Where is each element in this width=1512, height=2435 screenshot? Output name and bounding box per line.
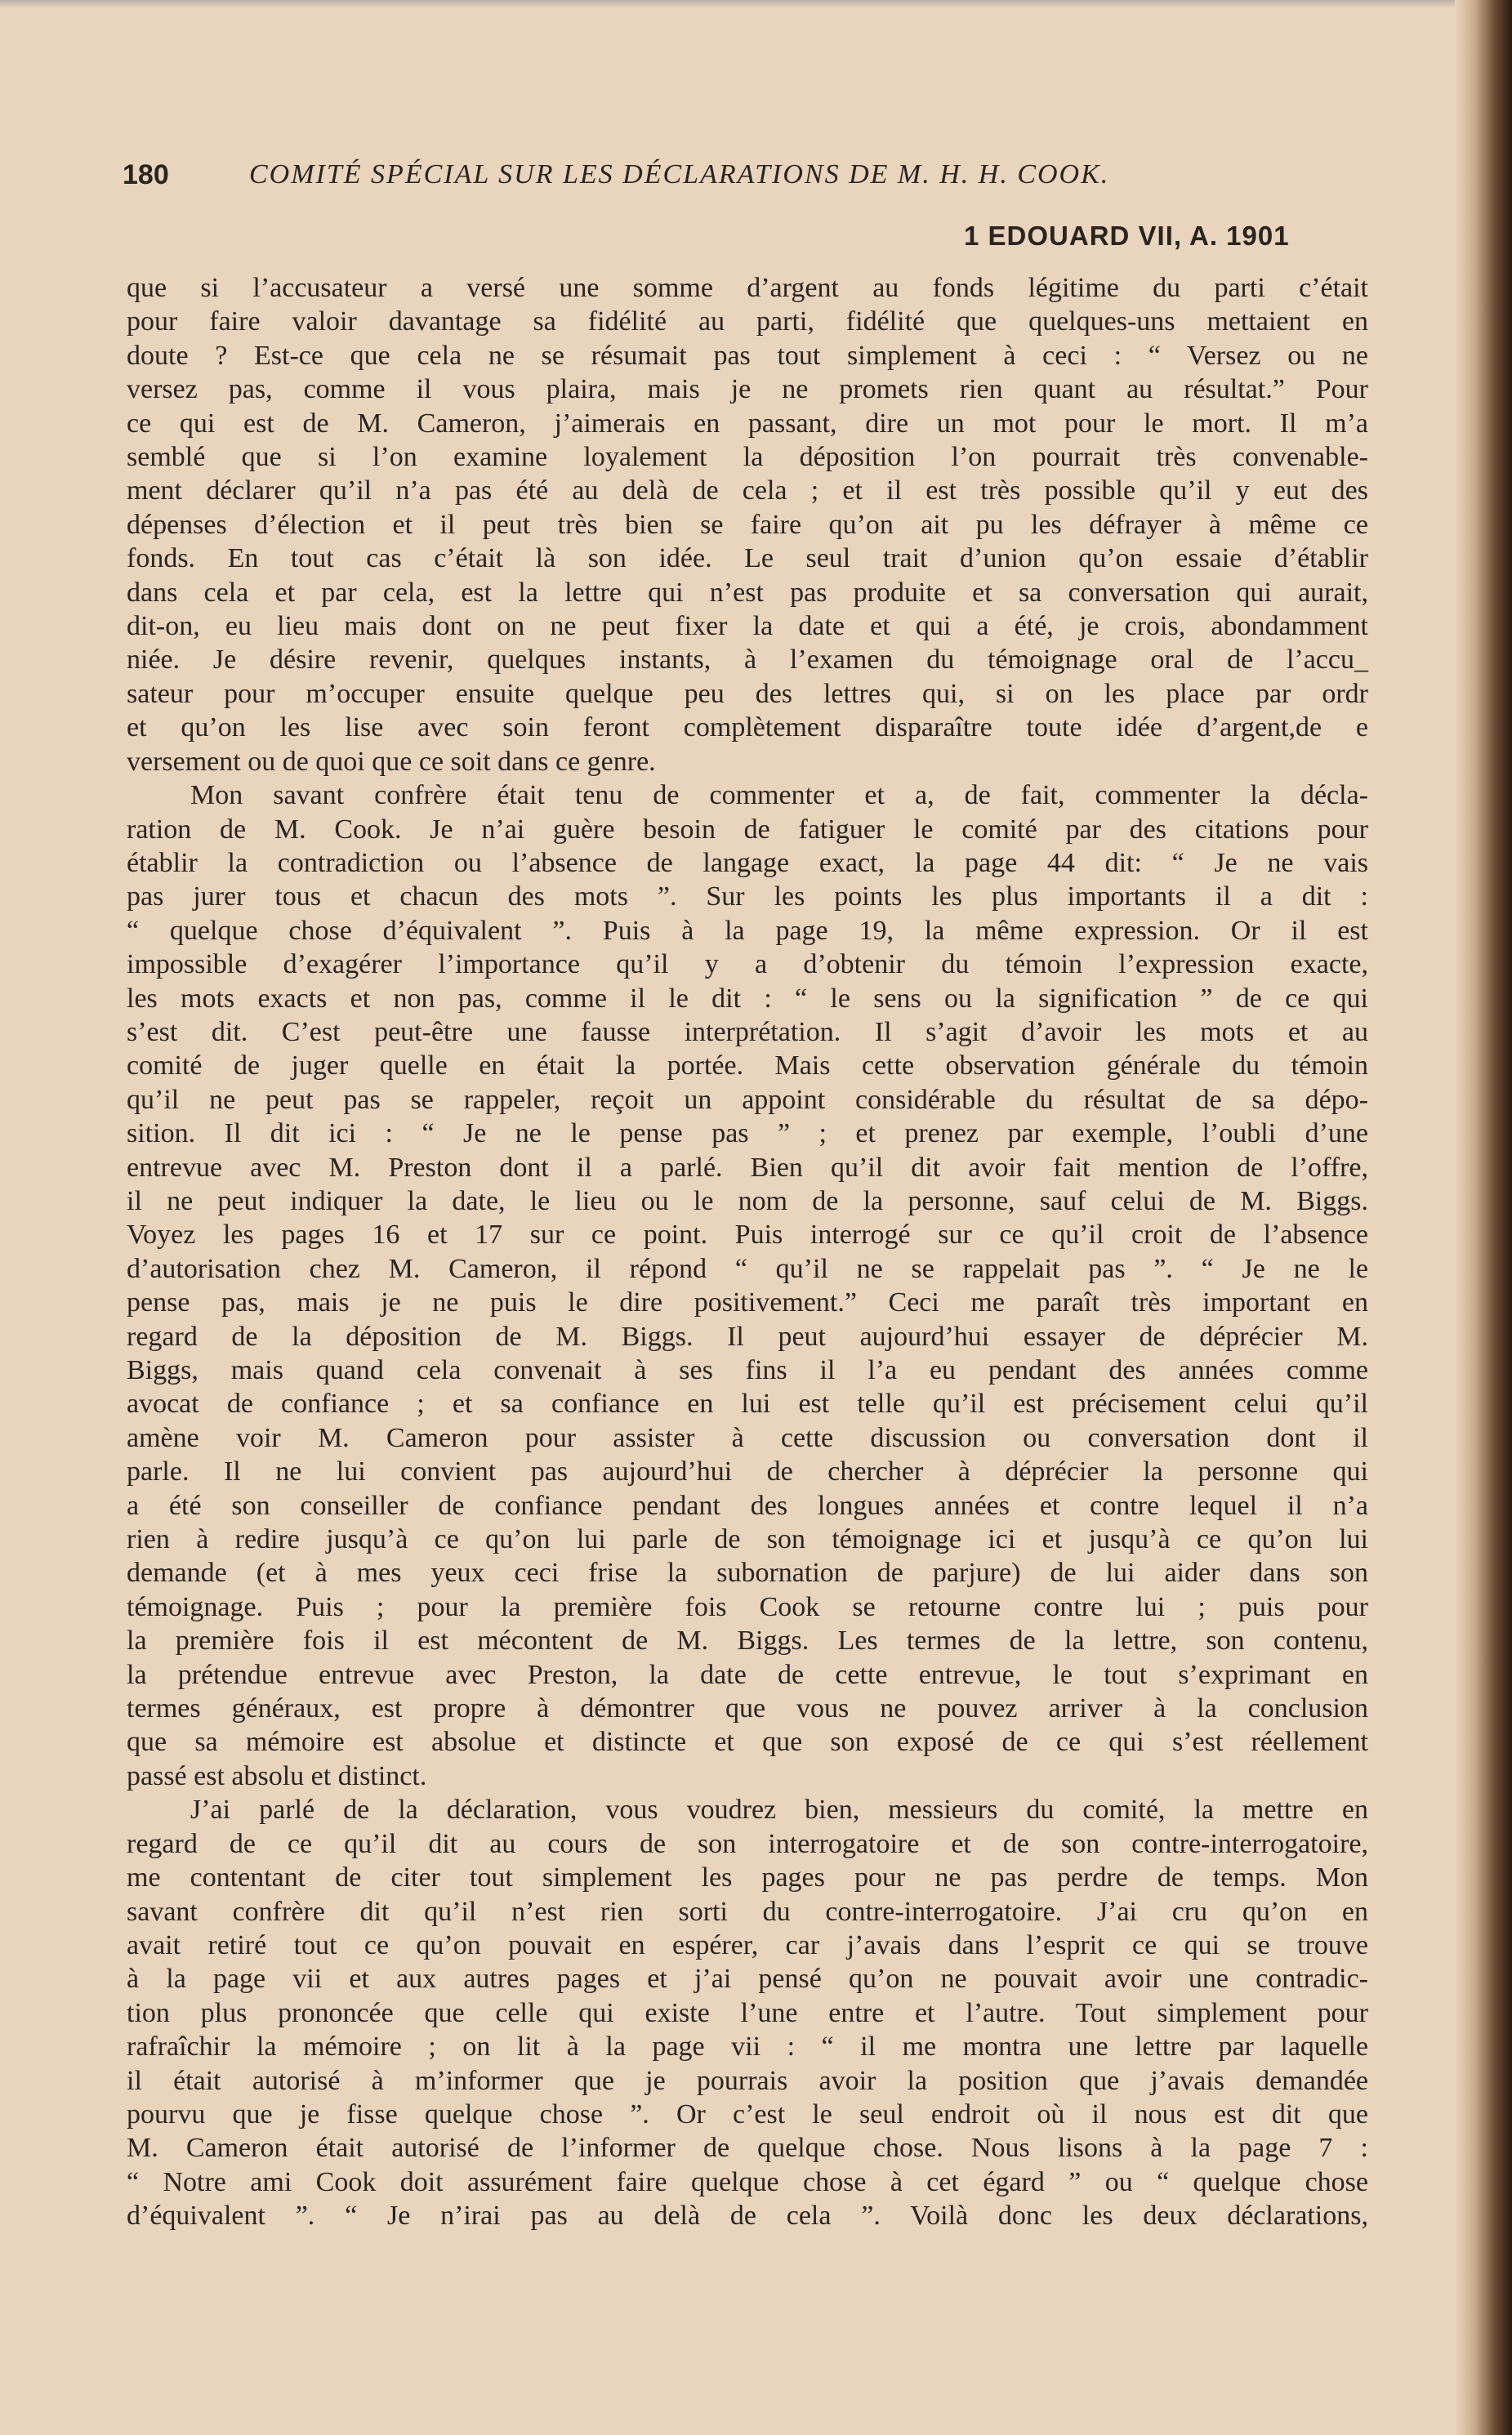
text-line: avait retiré tout ce qu’on pouvait en espérer, car j’avais dans l’esprit ce qui se trouve — [127, 1929, 1368, 1960]
text-line: Voyez les pages 16 et 17 sur ce point. Puis interrogé sur ce qu’il croit de l’absence — [127, 1220, 1368, 1251]
text-line: établir la contradiction ou l’absence de langage exact, la page 44 dit: “ Je ne vais — [127, 847, 1368, 878]
text-line: dépenses d’élection et il peut très bien se faire qu’on ait pu les défrayer à même ce — [127, 509, 1368, 540]
page-top-edge — [0, 0, 1462, 8]
text-line: Mon savant confrère était tenu de commenter et a, de fait, commenter la décla- — [190, 780, 1368, 811]
text-line: termes généraux, est propre à démontrer que vous ne pouvez arriver à la conclusion — [127, 1693, 1368, 1724]
text-line: d’autorisation chez M. Cameron, il répond “ qu’il ne se rappelait pas ”. “ Je ne le — [127, 1253, 1368, 1284]
session-label: 1 EDOUARD VII, A. 1901 — [964, 221, 1290, 251]
text-line: versez pas, comme il vous plaira, mais je ne promets rien quant au résultat.” Pour — [127, 374, 1368, 405]
book-binding-shadow — [1455, 0, 1512, 2435]
text-line: il était autorisé à m’informer que je pourrais avoir la position que j’avais demandée — [127, 2065, 1368, 2096]
text-line: pour faire valoir davantage sa fidélité au parti, fidélité que quelques-uns mettaient en — [127, 306, 1368, 337]
text-line: niée. Je désire revenir, quelques instants, à l’examen du témoignage oral de l’accu_ — [127, 644, 1368, 676]
text-line: avocat de confiance ; et sa confiance en lui est telle qu’il est précisement celui qu’il — [127, 1389, 1368, 1420]
text-line: s’est dit. C’est peut-être une fausse interprétation. Il s’agit d’avoir les mots et au — [127, 1016, 1368, 1047]
text-line: fonds. En tout cas c’était là son idée. Le seul trait d’union qu’on essaie d’établir — [127, 543, 1368, 574]
text-line: semblé que si l’on examine loyalement la déposition l’on pourrait très convenable- — [127, 442, 1368, 473]
text-line: “ Notre ami Cook doit assurément faire quelque chose à cet égard ” ou “ quelque chose — [127, 2166, 1368, 2197]
text-line: M. Cameron était autorisé de l’informer de quelque chose. Nous lisons à la page 7 : — [127, 2133, 1368, 2164]
text-line: dans cela et par cela, est la lettre qui n’est pas produite et sa conversation qui aurait, — [127, 577, 1368, 608]
text-line: sateur pour m’occuper ensuite quelque peu des lettres qui, si on les place par ordr — [127, 678, 1368, 709]
text-line: Biggs, mais quand cela convenait à ses fins il l’a eu pendant des années comme — [127, 1355, 1368, 1385]
page-number: 180 — [123, 159, 169, 190]
text-line: me contentant de citer tout simplement les pages pour ne pas perdre de temps. Mon — [127, 1862, 1368, 1893]
text-line: pas jurer tous et chacun des mots ”. Sur les points les plus importants il a dit : — [127, 881, 1368, 912]
text-line: savant confrère dit qu’il n’est rien sorti du contre-interrogatoire. J’ai cru qu’on en — [127, 1896, 1368, 1927]
text-line: J’ai parlé de la déclaration, vous voudrez bien, messieurs du comité, la mettre en — [190, 1795, 1368, 1826]
text-line: rafraîchir la mémoire ; on lit à la page vii : “ il me montra une lettre par laquelle — [127, 2031, 1368, 2063]
text-line: amène voir M. Cameron pour assister à cette discussion ou conversation dont il — [127, 1422, 1368, 1453]
text-line: qu’il ne peut pas se rappeler, reçoit un appoint considérable du résultat de sa dépo- — [127, 1084, 1368, 1115]
text-line: et qu’on les lise avec soin feront complètement disparaître toute idée d’argent,de e — [127, 712, 1368, 743]
text-line: passé est absolu et distinct. — [127, 1760, 427, 1791]
text-line: pense pas, mais je ne puis le dire positivement.” Ceci me paraît très important en — [127, 1287, 1368, 1318]
text-line: que si l’accusateur a versé une somme d’argent au fonds légitime du parti c’était — [127, 273, 1368, 303]
text-line: a été son conseiller de confiance pendant des longues années et contre lequel il n’a — [127, 1490, 1368, 1521]
text-line: regard de ce qu’il dit au cours de son interrogatoire et de son contre-interrogatoire, — [127, 1828, 1368, 1859]
text-line: dit-on, eu lieu mais dont on ne peut fixer la date et qui a été, je crois, abondamment — [127, 611, 1368, 642]
text-line: versement ou de quoi que ce soit dans ce genre. — [127, 746, 656, 777]
text-line: regard de la déposition de M. Biggs. Il peut aujourd’hui essayer de déprécier M. — [127, 1321, 1368, 1352]
text-line: doute ? Est-ce que cela ne se résumait pas tout simplement à ceci : “ Versez ou ne — [127, 340, 1368, 371]
text-line: parle. Il ne lui convient pas aujourd’hui de chercher à déprécier la personne qui — [127, 1456, 1368, 1487]
text-line: “ quelque chose d’équivalent ”. Puis à la page 19, la même expression. Or il est — [127, 915, 1368, 946]
running-title: COMITÉ SPÉCIAL SUR LES DÉCLARATIONS DE M. H. H. COOK. — [249, 159, 1110, 190]
text-line: la première fois il est mécontent de M. Biggs. Les termes de la lettre, son contenu, — [127, 1626, 1368, 1657]
text-line: entrevue avec M. Preston dont il a parlé. Bien qu’il dit avoir fait mention de l’offre, — [127, 1152, 1368, 1183]
text-line: pourvu que je fisse quelque chose ”. Or c’est le seul endroit où il nous est dit que — [127, 2098, 1368, 2130]
text-line: ration de M. Cook. Je n’ai guère besoin de fatiguer le comité par des citations pour — [127, 814, 1368, 845]
text-line: à la page vii et aux autres pages et j’ai pensé qu’on ne pouvait avoir une contradic- — [127, 1964, 1368, 1995]
text-line: témoignage. Puis ; pour la première fois Cook se retourne contre lui ; puis pour — [127, 1591, 1368, 1622]
text-line: la prétendue entrevue avec Preston, la date de cette entrevue, le tout s’exprimant en — [127, 1659, 1368, 1690]
text-line: impossible d’exagérer l’importance qu’il y a d’obtenir du témoin l’expression exacte, — [127, 949, 1368, 980]
text-line: rien à redire jusqu’à ce qu’on lui parle de son témoignage ici et jusqu’à ce qu’on lui — [127, 1524, 1368, 1555]
text-line: les mots exacts et non pas, comme il le dit : “ le sens ou la signification ” de ce qui — [127, 983, 1368, 1014]
text-line: ment déclarer qu’il n’a pas été au delà de cela ; et il est très possible qu’il y eut des — [127, 475, 1368, 506]
text-line: tion plus prononcée que celle qui existe l’une entre et l’autre. Tout simplement pour — [127, 1997, 1368, 2028]
text-line: d’équivalent ”. “ Je n’irai pas au delà de cela ”. Voilà donc les deux déclarations, — [127, 2201, 1368, 2232]
text-line: demande (et à mes yeux ceci frise la subornation de parjure) de lui aider dans son — [127, 1558, 1368, 1589]
text-line: il ne peut indiquer la date, le lieu ou le nom de la personne, sauf celui de M. Biggs. — [127, 1185, 1368, 1216]
page-header — [123, 159, 1364, 200]
text-line: ce qui est de M. Cameron, j’aimerais en passant, dire un mot pour le mort. Il m’a — [127, 408, 1368, 439]
text-line: que sa mémoire est absolue et distincte et que son exposé de ce qui s’est réellement — [127, 1727, 1368, 1758]
text-line: comité de juger quelle en était la portée. Mais cette observation générale du témoin — [127, 1050, 1368, 1081]
text-line: sition. Il dit ici : “ Je ne le pense pas ” ; et prenez par exemple, l’oubli d’une — [127, 1118, 1368, 1149]
body-text — [127, 271, 1368, 2233]
